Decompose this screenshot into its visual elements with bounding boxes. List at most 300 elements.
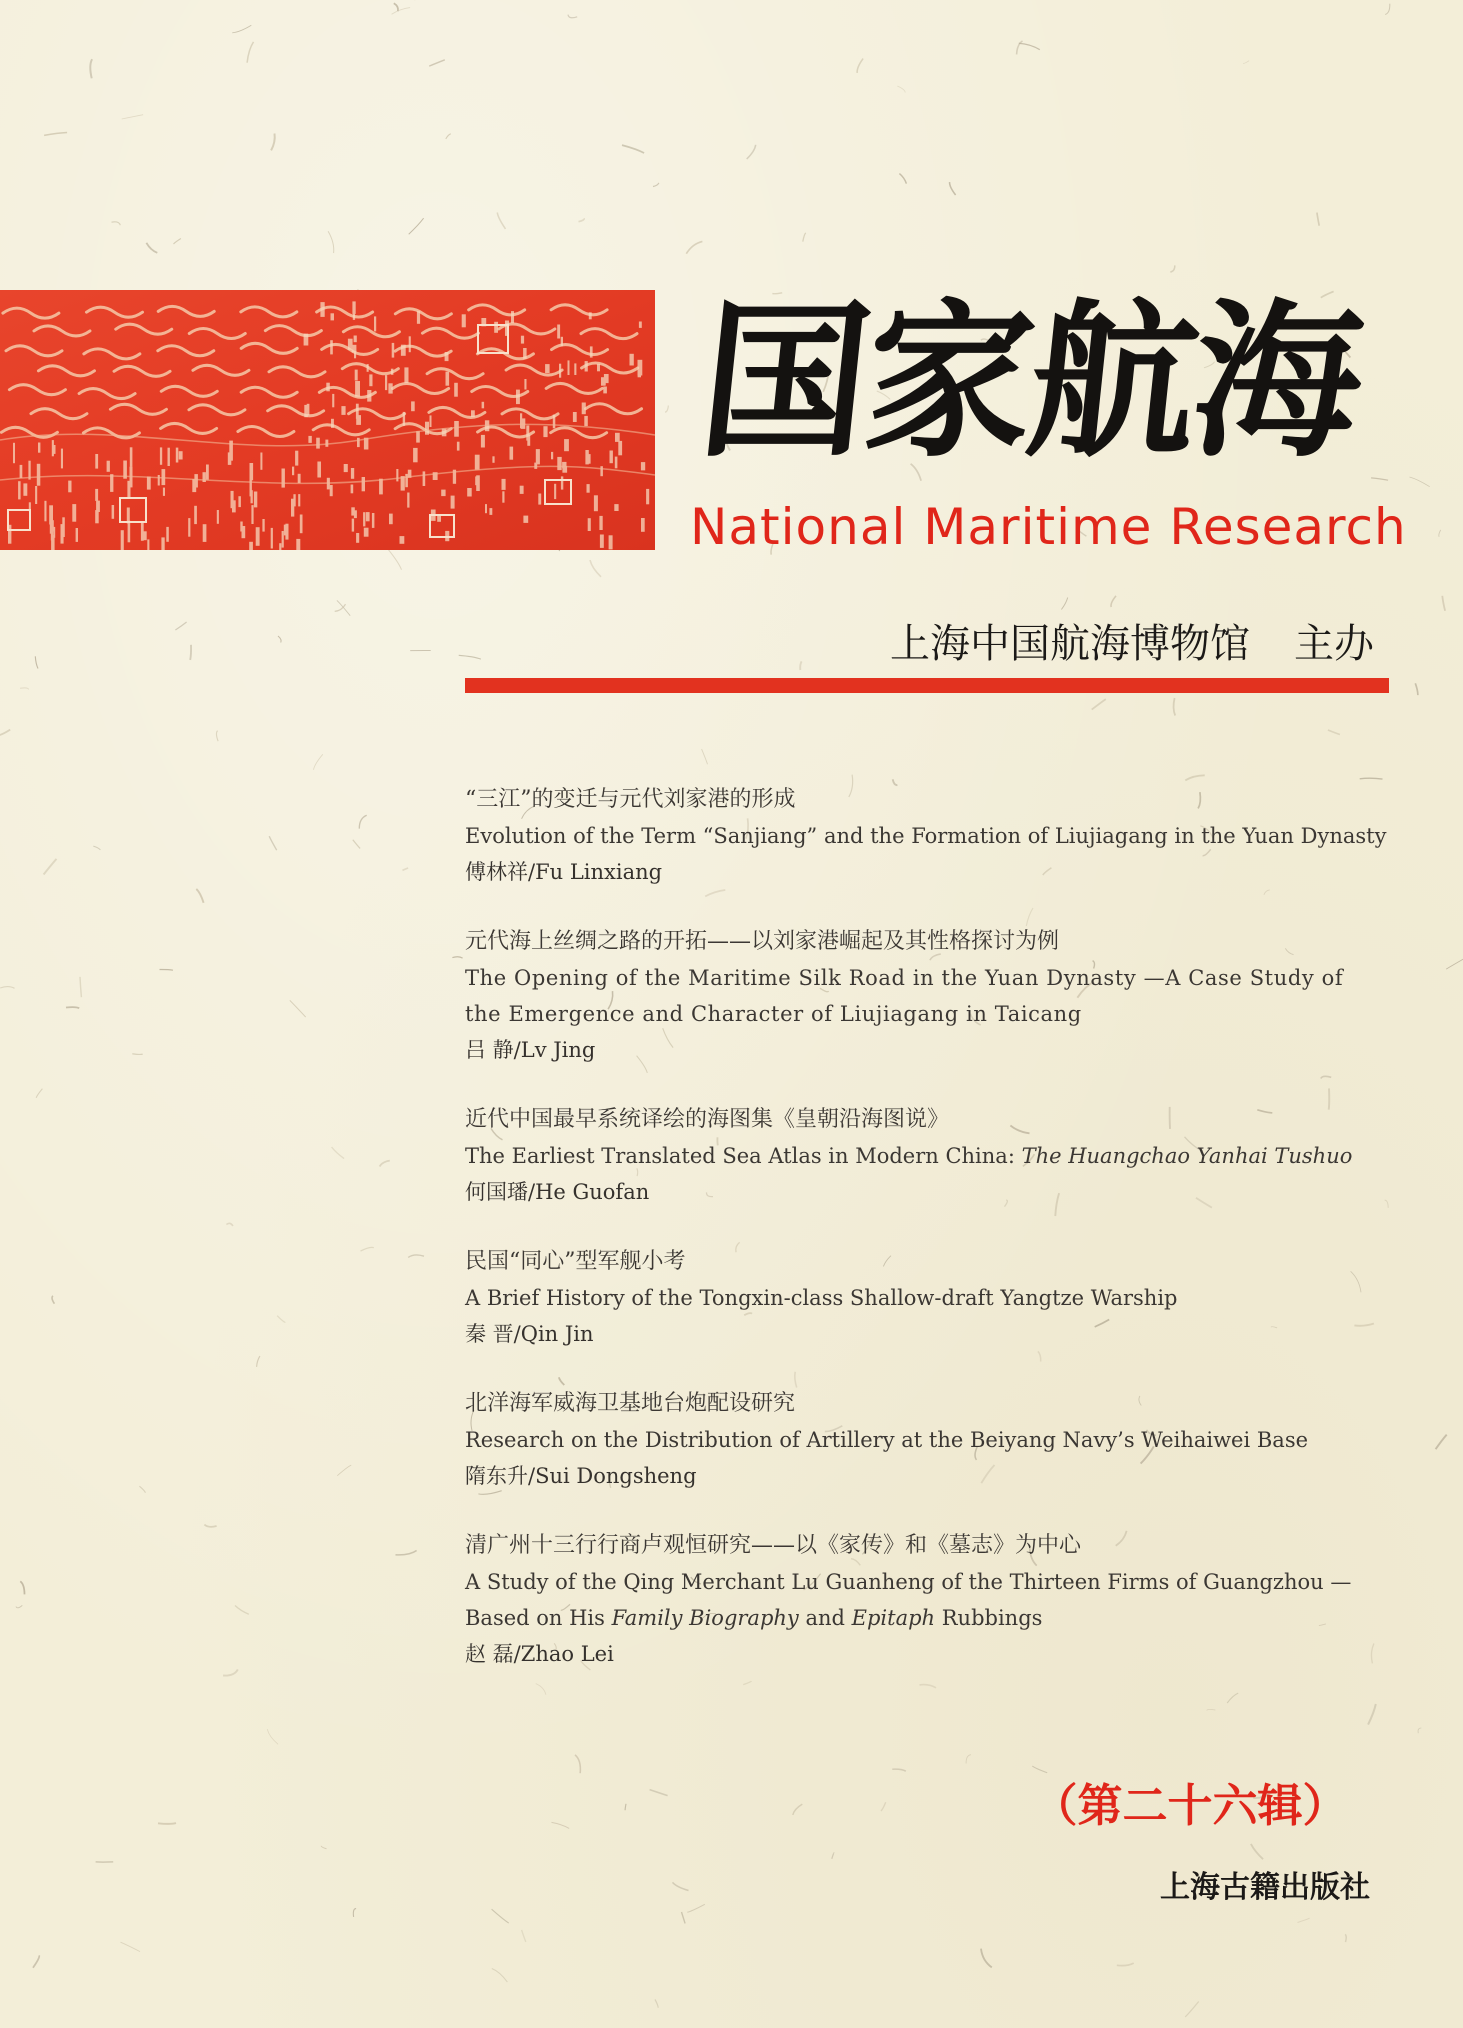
paper-fiber [112,222,121,225]
table-of-contents [465,782,1385,1706]
article-author: 何国璠/He Guofan [465,1180,650,1204]
paper-fiber [353,840,360,849]
map-glyph-mark [357,438,360,447]
article-author: 隋东升/Sui Dongsheng [465,1464,697,1488]
paper-fiber [20,1581,24,1594]
map-glyph-mark [304,334,309,346]
map-glyph-mark [300,515,303,534]
map-glyph-mark [68,481,71,493]
map-glyph-mark [372,513,375,528]
publisher-name: 上海古籍出版社 [1160,1870,1370,1905]
map-glyph-mark [538,494,541,505]
map-glyph-mark [271,528,273,549]
map-glyph-mark [630,354,634,366]
map-glyph-mark [298,494,300,506]
map-glyph-mark [425,422,429,435]
map-glyph-mark [355,381,360,397]
paper-fiber [1111,596,1116,607]
map-glyph-mark [356,533,359,543]
map-glyph-mark [367,364,369,372]
toc-entry [465,1244,1385,1352]
paper-fiber [277,1316,285,1323]
map-glyph-mark [481,435,485,448]
map-glyph-mark [582,403,586,415]
map-glyph-mark [407,493,409,508]
map-glyph-mark [521,336,524,344]
article-author: 傅林祥/Fu Linxiang [465,860,663,884]
article-title-en-text: and [798,1606,852,1630]
map-glyph-mark [52,445,55,454]
red-divider-rule [465,678,1389,693]
map-glyph-mark [317,462,321,478]
map-glyph-mark [353,313,355,320]
map-glyph-mark [295,451,298,466]
paper-fiber [44,859,57,875]
article-title-en-text: Rubbings [935,1606,1043,1630]
map-glyph-mark [600,466,603,476]
toc-entry [465,924,1385,1068]
map-glyph-mark [344,464,348,472]
paper-fiber [314,754,323,770]
article-title-en: The Opening of the Maritime Silk Road in the Yuan Dynasty —A Case Study of the Emergence and Character of Liujiagang in Taicang [465,966,1344,1026]
host-line [880,616,1374,672]
map-glyph-mark [354,336,357,343]
paper-fiber [235,1606,249,1615]
map-glyph-mark [639,322,642,328]
map-glyph-mark [454,383,458,397]
map-glyph-mark [584,416,588,426]
paper-fiber [257,1356,260,1367]
map-glyph-mark [467,488,472,497]
map-glyph-mark [603,387,607,394]
map-glyph-mark [441,490,445,497]
paper-fiber [1243,61,1249,64]
paper-fiber [44,133,67,136]
map-glyph-mark [330,485,333,496]
map-glyph-mark [520,486,524,494]
map-glyph-mark [62,517,65,537]
map-glyph-mark [374,316,376,331]
map-glyph-mark [411,401,415,411]
article-title-en: Evolution of the Term “Sanjiang” and the Formation of Liujiagang in the Yuan Dynasty [465,824,1387,848]
paper-fiber [966,1755,971,1764]
map-glyph-mark [292,467,294,476]
map-glyph-mark [366,512,370,521]
toc-entry [465,782,1385,890]
map-glyph-mark [251,505,253,524]
map-glyph-mark [260,453,262,470]
paper-fiber [590,560,601,577]
paper-fiber [625,1804,626,1811]
paper-fiber [1032,1766,1047,1773]
map-glyph-mark [527,435,530,446]
host-role: 主办 [1294,621,1374,667]
paper-fiber [394,3,398,11]
map-glyph-mark [585,361,588,371]
paper-fiber [1117,1963,1134,1966]
article-title-zh: 清广州十三行行商卢观恒研究——以《家传》和《墓志》为中心 [465,1533,1082,1558]
map-glyph-mark [363,512,365,526]
article-title-zh: 民国“同心”型军舰小考 [465,1249,686,1274]
map-glyph-mark [400,536,405,544]
map-glyph-mark [588,518,591,531]
map-glyph-mark [391,369,394,375]
map-glyph-mark [442,429,447,437]
map-glyph-mark [568,360,570,375]
paper-fiber [1360,778,1383,779]
map-glyph-mark [557,325,560,339]
map-glyph-mark [610,451,613,464]
map-glyph-mark [254,492,257,508]
paper-fiber [269,836,277,850]
paper-fiber [392,8,411,15]
paper-fiber [665,406,668,413]
map-glyph-mark [282,531,284,548]
map-glyph-mark [331,419,334,428]
map-glyph-mark [430,415,432,427]
map-glyph-mark [332,394,334,407]
paper-fiber [892,1769,906,1771]
paper-fiber [881,1802,886,1811]
map-glyph-mark [615,433,620,442]
paper-fiber [1368,1704,1376,1725]
map-glyph-mark [291,499,294,517]
paper-fiber [196,889,203,903]
article-author: 赵 磊/Zhao Lei [465,1642,614,1666]
map-glyph-mark [423,471,426,486]
paper-fiber [1442,596,1445,611]
paper-fiber [899,174,906,184]
journal-title-zh: 国家航海 [691,284,1368,480]
paper-fiber [1092,699,1106,710]
map-glyph-mark [543,426,547,437]
map-glyph-mark [618,441,622,455]
map-glyph-mark [331,313,335,320]
paper-fiber [353,1909,356,1917]
map-glyph-mark [107,461,110,472]
map-glyph-mark [72,504,76,522]
paper-fiber [332,1147,345,1159]
paper-fiber [160,969,174,970]
paper-fiber [247,42,253,63]
map-glyph-mark [352,345,357,353]
map-glyph-mark [600,535,604,548]
map-glyph-mark [457,442,460,451]
map-glyph-mark [536,449,540,464]
map-glyph-mark [13,443,15,463]
map-glyph-mark [462,314,466,327]
map-glyph-mark [160,447,162,464]
map-glyph-mark [392,343,395,358]
map-glyph-mark [379,479,383,495]
article-title-en-italic: Epitaph [851,1606,936,1630]
paper-fiber [321,1846,326,1849]
paper-fiber [1385,4,1390,15]
paper-fiber [568,15,577,18]
map-glyph-mark [638,367,641,377]
map-glyph-mark [95,489,98,501]
map-glyph-mark [445,352,449,361]
paper-fiber [1418,1728,1421,1733]
map-glyph-mark [147,539,149,550]
map-glyph-mark [641,518,645,532]
map-glyph-mark [279,543,281,550]
map-glyph-mark [316,438,320,449]
map-glyph-mark [599,516,602,530]
map-glyph-mark [388,383,392,393]
map-glyph-mark [523,516,528,523]
map-glyph-mark [524,379,526,390]
map-glyph-mark [574,363,576,375]
toc-entry [465,1102,1385,1210]
article-title-en [465,1138,1385,1174]
paper-fiber [278,636,281,643]
paper-fiber [90,59,92,78]
map-glyph-mark [561,476,563,489]
paper-fiber [226,1223,233,1226]
article-author: 秦 晋/Qin Jin [465,1322,594,1346]
paper-fiber [650,1790,668,1796]
map-glyph-mark [492,456,494,463]
paper-fiber [0,730,10,736]
map-glyph-mark [609,535,613,549]
article-title-en-text: The Earliest Translated Sea Atlas in Modern China: [465,1144,1022,1168]
map-glyph-mark [256,527,260,546]
map-glyph-mark [166,527,169,542]
paper-fiber [35,656,38,668]
red-map-illustration [0,290,655,550]
toc-entry [465,1528,1385,1672]
paper-fiber [174,239,181,245]
map-glyph-mark [545,364,550,373]
paper-fiber [1185,775,1204,780]
map-glyph-mark [451,496,455,509]
paper-fiber [1298,1918,1310,1922]
map-glyph-mark [396,469,398,481]
map-glyph-mark [364,528,369,537]
paper-fiber [396,1551,417,1555]
map-glyph-mark [325,440,328,447]
map-glyph-mark [130,447,133,467]
paper-fiber [492,1909,509,1923]
map-glyph-mark [646,489,649,504]
paper-fiber [687,1904,705,1912]
paper-fiber [686,241,702,253]
paper-fiber [1017,41,1023,55]
map-glyph-mark [240,522,242,532]
map-glyph-mark [76,528,78,542]
paper-fiber [66,1007,79,1008]
paper-fiber [403,868,409,870]
paper-fiber [121,1942,141,1951]
map-glyph-mark [454,421,459,437]
issue-number: （第二十六辑） [1032,1779,1348,1832]
map-glyph-mark [553,415,556,429]
map-glyph-mark [188,518,190,537]
map-glyph-mark [554,484,556,499]
article-title-en-text: A Study of the Qing Merchant Lu Guanheng of the Thirteen Firms of Guangzhou —Based on His [465,1570,1352,1630]
map-glyph-mark [163,488,165,496]
map-glyph-mark [110,474,113,492]
paper-fiber [1019,43,1040,49]
article-title-zh: 近代中国最早系统译绘的海图集《皇朝沿海图说》 [465,1107,950,1132]
map-glyph-mark [562,462,566,469]
paper-fiber [175,622,186,630]
paper-fiber [1345,1934,1346,1942]
map-glyph-mark [320,302,324,317]
paper-fiber [328,231,334,253]
paper-fiber [1415,683,1418,695]
map-glyph-mark [203,524,207,542]
map-glyph-mark [95,454,98,469]
paper-fiber [204,1525,216,1527]
map-glyph-mark [249,542,253,550]
article-title-zh: 元代海上丝绸之路的开拓——以刘家港崛起及其性格探讨为例 [465,929,1060,954]
map-glyph-mark [96,501,100,512]
toc-entry [465,1386,1385,1494]
map-glyph-mark [23,483,27,495]
paper-fiber [653,183,659,187]
map-glyph-mark [35,486,37,504]
map-glyph-mark [603,378,606,385]
map-glyph-mark [367,390,371,402]
map-glyph-mark [141,522,144,541]
paper-fiber [622,145,644,153]
map-glyph-mark [590,346,593,357]
paper-fiber [1251,1844,1263,1859]
map-glyph-mark [304,405,308,417]
map-glyph-mark [161,537,164,550]
map-glyph-mark [534,463,537,469]
map-glyph-mark [614,504,618,511]
paper-fiber [1185,2002,1199,2017]
map-glyph-mark [356,415,361,425]
map-glyph-mark [413,448,418,462]
paper-fiber [522,1930,526,1942]
map-glyph-mark [298,474,301,483]
map-glyph-mark [355,370,358,381]
map-glyph-mark [262,519,264,532]
map-glyph-mark [326,383,330,392]
paper-fiber [832,1853,834,1859]
paper-fiber [950,182,956,195]
paper-fiber [1317,213,1319,226]
host-organization: 上海中国航海博物馆 [890,621,1250,667]
paper-fiber [52,1296,54,1304]
map-glyph-mark [284,525,287,536]
map-glyph-mark [409,336,411,352]
map-glyph-mark [296,539,300,550]
journal-title-en: National Maritime Research [690,498,1407,556]
paper-fiber [800,661,801,670]
map-glyph-mark [351,468,354,479]
map-glyph-mark [589,454,591,464]
map-glyph-mark [403,412,405,426]
map-glyph-mark [61,449,63,469]
paper-fiber [452,957,462,958]
map-glyph-mark [557,457,561,470]
map-glyph-mark [112,505,115,519]
map-glyph-mark [485,504,487,513]
paper-fiber [1446,957,1463,969]
map-glyph-mark [330,340,333,354]
paper-fiber [359,815,366,828]
article-title-zh: 北洋海军威海卫基地台炮配设研究 [465,1391,796,1416]
map-glyph-mark [168,448,170,466]
paper-fiber [655,1999,658,2007]
map-glyph-mark [251,490,253,503]
paper-fiber [36,1089,42,1098]
paper-fiber [897,86,905,93]
paper-fiber [361,1247,374,1251]
paper-fiber [337,1465,351,1476]
paper-fiber [216,731,218,742]
paper-fiber [122,115,143,119]
article-title-en-italic: The Huangchao Yanhai Tushuo [1021,1144,1353,1168]
map-glyph-mark [282,469,285,488]
article-title-en [465,1564,1385,1636]
map-glyph-mark [20,465,23,478]
map-glyph-mark [516,390,520,405]
paper-fiber [271,134,275,151]
paper-fiber [575,1755,580,1773]
map-glyph-mark [551,452,553,459]
map-glyph-mark [523,348,527,359]
paper-fiber [80,977,81,997]
map-glyph-mark [502,491,504,502]
map-glyph-mark [341,406,345,415]
map-glyph-mark [362,477,365,491]
map-glyph-mark [475,455,480,470]
map-glyph-mark [147,477,151,490]
map-glyph-mark [351,485,354,494]
map-glyph-mark [37,464,41,486]
map-glyph-mark [475,476,479,485]
map-glyph-mark [510,447,514,460]
map-glyph-mark [417,311,420,324]
map-glyph-mark [158,475,160,486]
paper-fiber [33,1955,39,1967]
paper-fiber [290,1000,306,1017]
paper-fiber [408,1255,424,1257]
map-glyph-mark [194,506,197,524]
paper-fiber [389,550,402,570]
paper-fiber [158,1823,176,1824]
map-glyph-mark [494,322,498,333]
map-glyph-mark [585,450,588,464]
article-title-en: Research on the Distribution of Artillery at the Beiyang Navy’s Weihaiwei Base [465,1428,1309,1452]
map-glyph-mark [143,531,146,540]
map-glyph-mark [587,484,590,493]
map-glyph-mark [51,535,55,550]
map-glyph-mark [385,375,387,390]
paper-fiber [380,1161,390,1167]
paper-fiber [337,600,350,615]
paper-fiber [497,213,505,229]
paper-fiber [20,688,29,690]
paper-fiber [793,1804,803,1815]
map-glyph-mark [179,451,183,459]
paper-fiber [682,1912,686,1923]
map-glyph-mark [38,443,40,453]
map-glyph-mark [389,514,393,525]
map-glyph-mark [489,508,492,515]
paper-fiber [492,1969,508,1983]
paper-fiber [1436,1435,1447,1450]
map-glyph-mark [206,465,209,480]
paper-fiber [1207,1709,1216,1710]
map-glyph-mark [482,402,485,409]
